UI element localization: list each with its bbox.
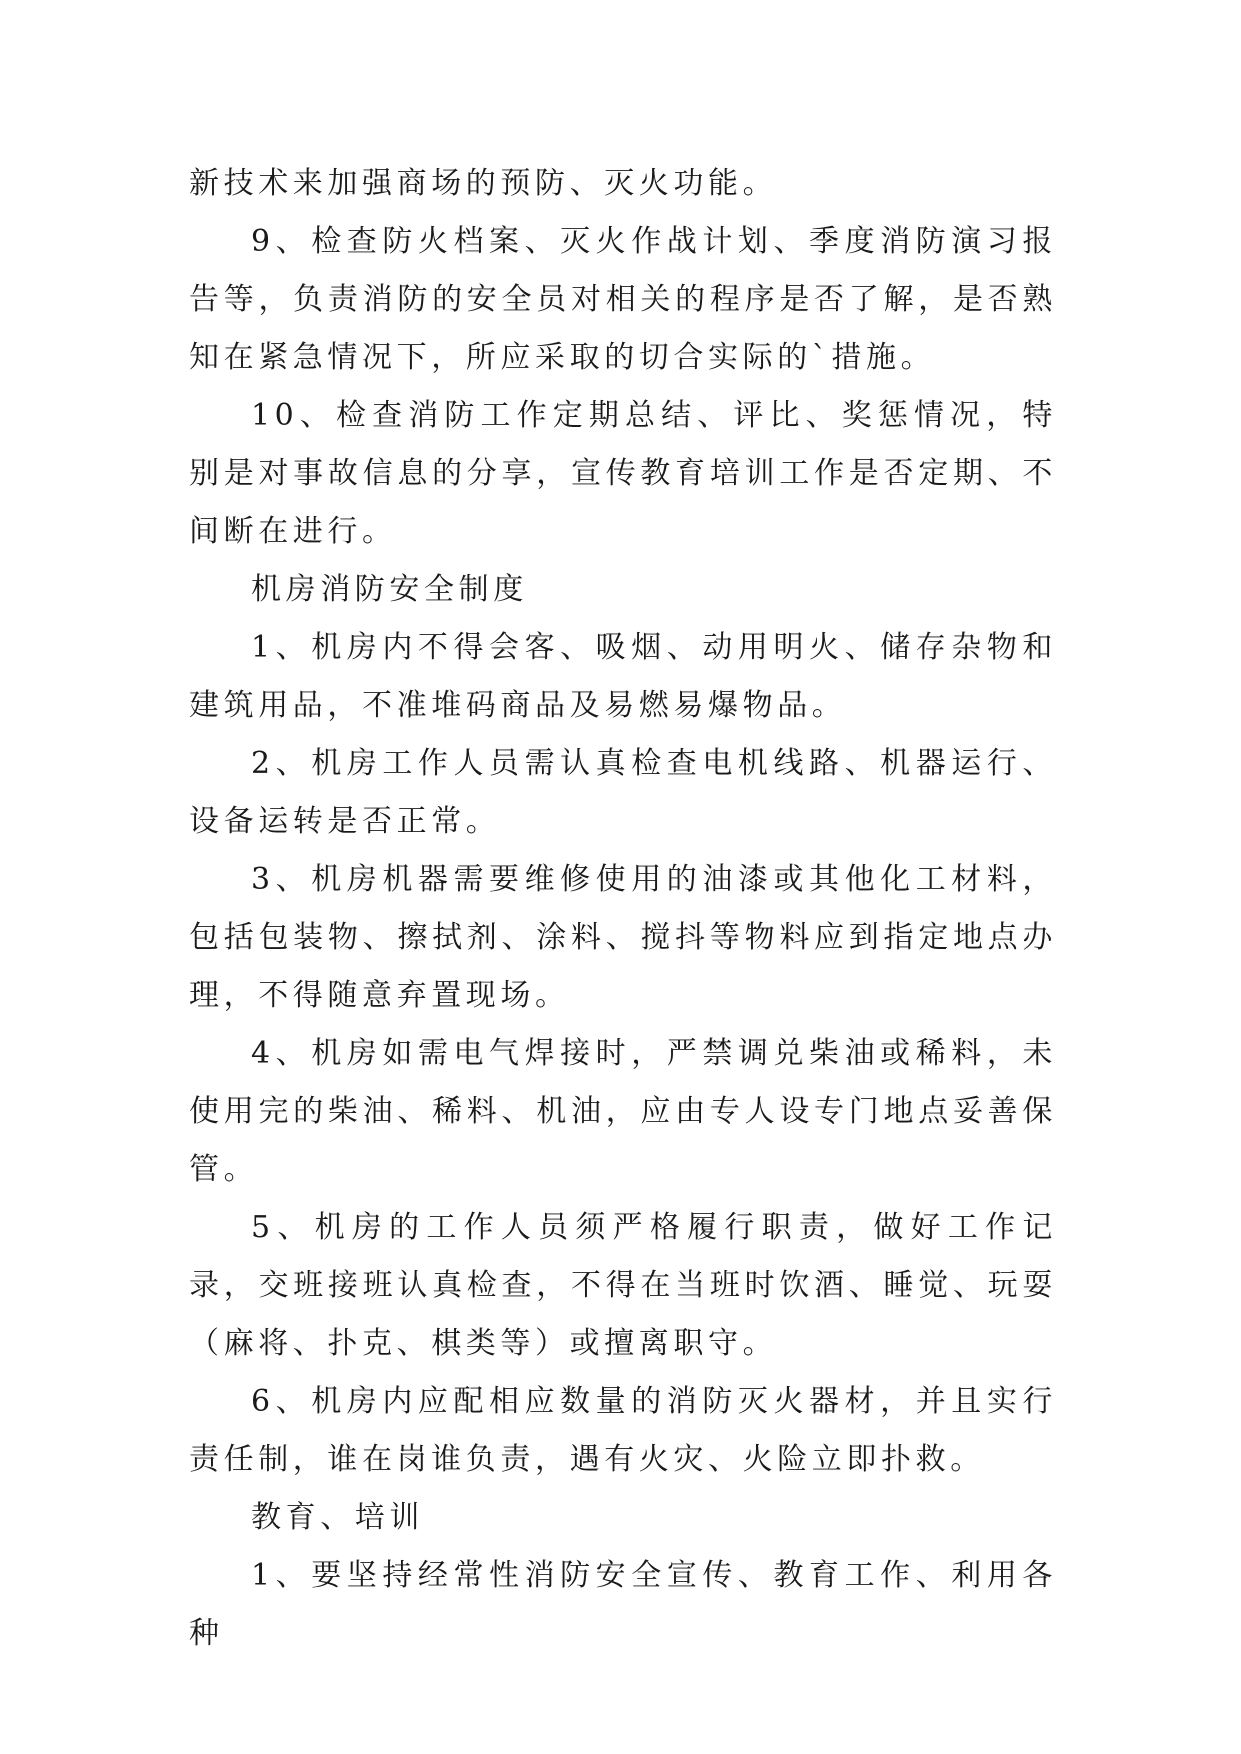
body-paragraph: 5、机房的工作人员须严格履行职责，做好工作记录，交班接班认真检查，不得在当班时饮酒、睡觉、玩耍（麻将、扑克、棋类等）或擅离职守。 bbox=[189, 1210, 1057, 1361]
body-paragraph: 1、要坚持经常性消防安全宣传、教育工作、利用各种 bbox=[189, 1558, 1057, 1651]
section-heading: 机房消防安全制度 bbox=[251, 572, 528, 607]
body-paragraph: 新技术来加强商场的预防、灭火功能。 bbox=[189, 166, 778, 201]
body-paragraph: 2、机房工作人员需认真检查电机线路、机器运行、设备运转是否正常。 bbox=[189, 746, 1057, 839]
body-paragraph: 9、检查防火档案、灭火作战计划、季度消防演习报告等，负责消防的安全员对相关的程序是否了解，是否熟知在紧急情况下，所应采取的切合实际的`措施。 bbox=[189, 224, 1057, 375]
body-paragraph: 3、机房机器需要维修使用的油漆或其他化工材料，包括包装物、擦拭剂、涂料、搅抖等物料应到指定地点办理，不得随意弃置现场。 bbox=[189, 862, 1057, 1013]
document-page bbox=[189, 155, 1057, 1663]
body-paragraph: 6、机房内应配相应数量的消防灭火器材，并且实行责任制，谁在岗谁负责，遇有火灾、火险立即扑救。 bbox=[189, 1384, 1057, 1477]
body-paragraph: 10、检查消防工作定期总结、评比、奖惩情况，特别是对事故信息的分享，宣传教育培训工作是否定期、不间断在进行。 bbox=[189, 398, 1057, 549]
section-heading: 教育、培训 bbox=[251, 1500, 424, 1535]
body-paragraph: 4、机房如需电气焊接时，严禁调兑柴油或稀料，未使用完的柴油、稀料、机油，应由专人设专门地点妥善保管。 bbox=[189, 1036, 1057, 1187]
body-paragraph: 1、机房内不得会客、吸烟、动用明火、储存杂物和建筑用品，不准堆码商品及易燃易爆物品。 bbox=[189, 630, 1057, 723]
